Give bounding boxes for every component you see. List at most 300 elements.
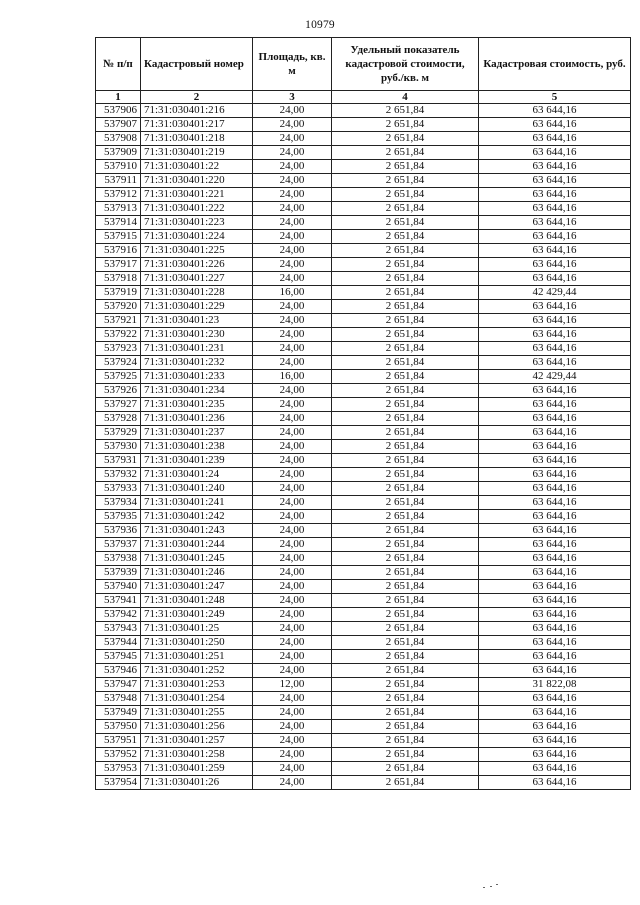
unit-value-cell: 2 651,84 <box>332 692 479 706</box>
table-row <box>96 734 631 748</box>
cadastral-value-cell: 63 644,16 <box>479 664 631 678</box>
row-number-cell: 537911 <box>96 174 141 188</box>
cadastral-number-cell: 71:31:030401:252 <box>141 664 253 678</box>
row-number-cell: 537940 <box>96 580 141 594</box>
row-number-cell: 537929 <box>96 426 141 440</box>
column-number: 4 <box>332 91 479 104</box>
unit-value-cell: 2 651,84 <box>332 146 479 160</box>
column-number: 5 <box>479 91 631 104</box>
table-row <box>96 188 631 202</box>
unit-value-cell: 2 651,84 <box>332 468 479 482</box>
header-row-number: № п/п <box>96 38 141 91</box>
unit-value-cell: 2 651,84 <box>332 174 479 188</box>
table-row <box>96 538 631 552</box>
area-cell: 24,00 <box>253 454 332 468</box>
cadastral-number-cell: 71:31:030401:242 <box>141 510 253 524</box>
table-row <box>96 720 631 734</box>
cadastral-number-cell: 71:31:030401:217 <box>141 118 253 132</box>
cadastral-number-cell: 71:31:030401:24 <box>141 468 253 482</box>
table-row <box>96 244 631 258</box>
table-row <box>96 510 631 524</box>
column-number: 2 <box>141 91 253 104</box>
cadastral-value-cell: 63 644,16 <box>479 440 631 454</box>
area-cell: 24,00 <box>253 230 332 244</box>
unit-value-cell: 2 651,84 <box>332 748 479 762</box>
area-cell: 24,00 <box>253 748 332 762</box>
table-row <box>96 608 631 622</box>
area-cell: 24,00 <box>253 412 332 426</box>
area-cell: 24,00 <box>253 146 332 160</box>
unit-value-cell: 2 651,84 <box>332 342 479 356</box>
cadastral-number-cell: 71:31:030401:227 <box>141 272 253 286</box>
cadastral-number-cell: 71:31:030401:248 <box>141 594 253 608</box>
cadastral-number-cell: 71:31:030401:254 <box>141 692 253 706</box>
row-number-cell: 537924 <box>96 356 141 370</box>
header-cadastral-number: Кадастровый номер <box>141 38 253 91</box>
column-number-row <box>96 91 631 104</box>
area-cell: 24,00 <box>253 594 332 608</box>
row-number-cell: 537935 <box>96 510 141 524</box>
row-number-cell: 537913 <box>96 202 141 216</box>
cadastral-number-cell: 71:31:030401:257 <box>141 734 253 748</box>
table-row <box>96 216 631 230</box>
row-number-cell: 537922 <box>96 328 141 342</box>
column-number: 1 <box>96 91 141 104</box>
unit-value-cell: 2 651,84 <box>332 776 479 790</box>
row-number-cell: 537944 <box>96 636 141 650</box>
table-row <box>96 650 631 664</box>
area-cell: 24,00 <box>253 664 332 678</box>
cadastral-number-cell: 71:31:030401:221 <box>141 188 253 202</box>
table-row <box>96 412 631 426</box>
row-number-cell: 537926 <box>96 384 141 398</box>
area-cell: 24,00 <box>253 244 332 258</box>
unit-value-cell: 2 651,84 <box>332 538 479 552</box>
cadastral-number-cell: 71:31:030401:249 <box>141 608 253 622</box>
cadastral-value-cell: 63 644,16 <box>479 258 631 272</box>
table-row <box>96 258 631 272</box>
row-number-cell: 537910 <box>96 160 141 174</box>
table-body <box>96 104 631 790</box>
row-number-cell: 537953 <box>96 762 141 776</box>
cadastral-value-cell: 63 644,16 <box>479 510 631 524</box>
area-cell: 24,00 <box>253 118 332 132</box>
unit-value-cell: 2 651,84 <box>332 244 479 258</box>
area-cell: 24,00 <box>253 202 332 216</box>
row-number-cell: 537916 <box>96 244 141 258</box>
unit-value-cell: 2 651,84 <box>332 118 479 132</box>
unit-value-cell: 2 651,84 <box>332 314 479 328</box>
cadastral-value-cell: 63 644,16 <box>479 300 631 314</box>
unit-value-cell: 2 651,84 <box>332 496 479 510</box>
table-row <box>96 160 631 174</box>
table-row <box>96 286 631 300</box>
unit-value-cell: 2 651,84 <box>332 706 479 720</box>
cadastral-value-cell: 63 644,16 <box>479 132 631 146</box>
row-number-cell: 537952 <box>96 748 141 762</box>
cadastral-number-cell: 71:31:030401:246 <box>141 566 253 580</box>
cadastral-number-cell: 71:31:030401:250 <box>141 636 253 650</box>
cadastral-value-cell: 63 644,16 <box>479 328 631 342</box>
cadastral-value-cell: 63 644,16 <box>479 538 631 552</box>
row-number-cell: 537907 <box>96 118 141 132</box>
area-cell: 24,00 <box>253 174 332 188</box>
cadastral-value-cell: 63 644,16 <box>479 692 631 706</box>
table-row <box>96 398 631 412</box>
area-cell: 24,00 <box>253 510 332 524</box>
table-row <box>96 678 631 692</box>
page-number: 10979 <box>305 19 335 31</box>
area-cell: 24,00 <box>253 538 332 552</box>
unit-value-cell: 2 651,84 <box>332 482 479 496</box>
cadastral-value-cell: 63 644,16 <box>479 622 631 636</box>
cadastral-value-cell: 63 644,16 <box>479 706 631 720</box>
header-cadastral-value: Кадастровая стоимость, руб. <box>479 38 631 91</box>
cadastral-value-cell: 42 429,44 <box>479 370 631 384</box>
cadastral-value-cell: 63 644,16 <box>479 146 631 160</box>
cadastral-value-cell: 63 644,16 <box>479 398 631 412</box>
unit-value-cell: 2 651,84 <box>332 272 479 286</box>
table-row <box>96 356 631 370</box>
cadastral-number-cell: 71:31:030401:251 <box>141 650 253 664</box>
cadastral-table <box>95 37 631 790</box>
table-row <box>96 174 631 188</box>
cadastral-number-cell: 71:31:030401:229 <box>141 300 253 314</box>
unit-value-cell: 2 651,84 <box>332 552 479 566</box>
unit-value-cell: 2 651,84 <box>332 650 479 664</box>
table-row <box>96 636 631 650</box>
cadastral-number-cell: 71:31:030401:240 <box>141 482 253 496</box>
table-row <box>96 426 631 440</box>
cadastral-number-cell: 71:31:030401:243 <box>141 524 253 538</box>
unit-value-cell: 2 651,84 <box>332 524 479 538</box>
cadastral-number-cell: 71:31:030401:256 <box>141 720 253 734</box>
table-row <box>96 314 631 328</box>
cadastral-value-cell: 63 644,16 <box>479 202 631 216</box>
table-row <box>96 594 631 608</box>
row-number-cell: 537951 <box>96 734 141 748</box>
row-number-cell: 537923 <box>96 342 141 356</box>
row-number-cell: 537954 <box>96 776 141 790</box>
unit-value-cell: 2 651,84 <box>332 440 479 454</box>
cadastral-value-cell: 63 644,16 <box>479 272 631 286</box>
table-row <box>96 552 631 566</box>
cadastral-number-cell: 71:31:030401:228 <box>141 286 253 300</box>
area-cell: 24,00 <box>253 706 332 720</box>
cadastral-value-cell: 63 644,16 <box>479 468 631 482</box>
unit-value-cell: 2 651,84 <box>332 384 479 398</box>
cadastral-value-cell: 63 644,16 <box>479 314 631 328</box>
table-row <box>96 496 631 510</box>
area-cell: 24,00 <box>253 524 332 538</box>
area-cell: 24,00 <box>253 384 332 398</box>
table-row <box>96 776 631 790</box>
table-row <box>96 146 631 160</box>
area-cell: 24,00 <box>253 314 332 328</box>
cadastral-number-cell: 71:31:030401:239 <box>141 454 253 468</box>
table-row <box>96 664 631 678</box>
area-cell: 24,00 <box>253 762 332 776</box>
unit-value-cell: 2 651,84 <box>332 286 479 300</box>
cadastral-value-cell: 63 644,16 <box>479 566 631 580</box>
table-row <box>96 272 631 286</box>
area-cell: 24,00 <box>253 552 332 566</box>
row-number-cell: 537912 <box>96 188 141 202</box>
scan-artifact <box>483 884 501 890</box>
cadastral-value-cell: 63 644,16 <box>479 720 631 734</box>
area-cell: 24,00 <box>253 356 332 370</box>
area-cell: 16,00 <box>253 370 332 384</box>
unit-value-cell: 2 651,84 <box>332 258 479 272</box>
cadastral-number-cell: 71:31:030401:258 <box>141 748 253 762</box>
table-row <box>96 300 631 314</box>
row-number-cell: 537921 <box>96 314 141 328</box>
unit-value-cell: 2 651,84 <box>332 510 479 524</box>
table-row <box>96 468 631 482</box>
table-row <box>96 104 631 118</box>
cadastral-number-cell: 71:31:030401:238 <box>141 440 253 454</box>
row-number-cell: 537927 <box>96 398 141 412</box>
row-number-cell: 537906 <box>96 104 141 118</box>
row-number-cell: 537928 <box>96 412 141 426</box>
area-cell: 24,00 <box>253 580 332 594</box>
cadastral-number-cell: 71:31:030401:241 <box>141 496 253 510</box>
row-number-cell: 537941 <box>96 594 141 608</box>
cadastral-number-cell: 71:31:030401:224 <box>141 230 253 244</box>
unit-value-cell: 2 651,84 <box>332 580 479 594</box>
area-cell: 24,00 <box>253 132 332 146</box>
unit-value-cell: 2 651,84 <box>332 370 479 384</box>
row-number-cell: 537925 <box>96 370 141 384</box>
cadastral-number-cell: 71:31:030401:247 <box>141 580 253 594</box>
unit-value-cell: 2 651,84 <box>332 566 479 580</box>
cadastral-number-cell: 71:31:030401:231 <box>141 342 253 356</box>
row-number-cell: 537917 <box>96 258 141 272</box>
unit-value-cell: 2 651,84 <box>332 678 479 692</box>
cadastral-number-cell: 71:31:030401:23 <box>141 314 253 328</box>
unit-value-cell: 2 651,84 <box>332 636 479 650</box>
area-cell: 16,00 <box>253 286 332 300</box>
table-row <box>96 328 631 342</box>
table-row <box>96 440 631 454</box>
table-row <box>96 580 631 594</box>
row-number-cell: 537915 <box>96 230 141 244</box>
unit-value-cell: 2 651,84 <box>332 398 479 412</box>
unit-value-cell: 2 651,84 <box>332 132 479 146</box>
cadastral-number-cell: 71:31:030401:253 <box>141 678 253 692</box>
row-number-cell: 537930 <box>96 440 141 454</box>
unit-value-cell: 2 651,84 <box>332 216 479 230</box>
cadastral-number-cell: 71:31:030401:234 <box>141 384 253 398</box>
row-number-cell: 537947 <box>96 678 141 692</box>
area-cell: 24,00 <box>253 188 332 202</box>
row-number-cell: 537914 <box>96 216 141 230</box>
cadastral-number-cell: 71:31:030401:216 <box>141 104 253 118</box>
area-cell: 24,00 <box>253 622 332 636</box>
area-cell: 24,00 <box>253 342 332 356</box>
unit-value-cell: 2 651,84 <box>332 762 479 776</box>
unit-value-cell: 2 651,84 <box>332 426 479 440</box>
table-row <box>96 622 631 636</box>
unit-value-cell: 2 651,84 <box>332 202 479 216</box>
table-row <box>96 482 631 496</box>
table-row <box>96 384 631 398</box>
row-number-cell: 537933 <box>96 482 141 496</box>
cadastral-value-cell: 63 644,16 <box>479 608 631 622</box>
area-cell: 24,00 <box>253 636 332 650</box>
row-number-cell: 537920 <box>96 300 141 314</box>
cadastral-number-cell: 71:31:030401:245 <box>141 552 253 566</box>
cadastral-number-cell: 71:31:030401:219 <box>141 146 253 160</box>
cadastral-number-cell: 71:31:030401:235 <box>141 398 253 412</box>
cadastral-value-cell: 63 644,16 <box>479 160 631 174</box>
unit-value-cell: 2 651,84 <box>332 734 479 748</box>
cadastral-value-cell: 63 644,16 <box>479 174 631 188</box>
cadastral-value-cell: 63 644,16 <box>479 748 631 762</box>
cadastral-number-cell: 71:31:030401:26 <box>141 776 253 790</box>
unit-value-cell: 2 651,84 <box>332 230 479 244</box>
area-cell: 24,00 <box>253 776 332 790</box>
unit-value-cell: 2 651,84 <box>332 188 479 202</box>
area-cell: 24,00 <box>253 272 332 286</box>
row-number-cell: 537934 <box>96 496 141 510</box>
area-cell: 24,00 <box>253 258 332 272</box>
cadastral-value-cell: 63 644,16 <box>479 244 631 258</box>
table-row <box>96 370 631 384</box>
table-row <box>96 566 631 580</box>
cadastral-value-cell: 63 644,16 <box>479 230 631 244</box>
cadastral-value-cell: 63 644,16 <box>479 762 631 776</box>
cadastral-value-cell: 63 644,16 <box>479 188 631 202</box>
area-cell: 24,00 <box>253 440 332 454</box>
row-number-cell: 537932 <box>96 468 141 482</box>
unit-value-cell: 2 651,84 <box>332 664 479 678</box>
unit-value-cell: 2 651,84 <box>332 328 479 342</box>
cadastral-value-cell: 63 644,16 <box>479 104 631 118</box>
table-row <box>96 524 631 538</box>
header-row <box>96 38 631 91</box>
table-row <box>96 454 631 468</box>
unit-value-cell: 2 651,84 <box>332 622 479 636</box>
cadastral-value-cell: 63 644,16 <box>479 426 631 440</box>
header-area: Площадь, кв. м <box>253 38 332 91</box>
unit-value-cell: 2 651,84 <box>332 104 479 118</box>
table-row <box>96 342 631 356</box>
table-row <box>96 118 631 132</box>
cadastral-number-cell: 71:31:030401:22 <box>141 160 253 174</box>
unit-value-cell: 2 651,84 <box>332 594 479 608</box>
row-number-cell: 537943 <box>96 622 141 636</box>
area-cell: 24,00 <box>253 216 332 230</box>
cadastral-number-cell: 71:31:030401:222 <box>141 202 253 216</box>
row-number-cell: 537950 <box>96 720 141 734</box>
cadastral-number-cell: 71:31:030401:236 <box>141 412 253 426</box>
cadastral-value-cell: 63 644,16 <box>479 496 631 510</box>
cadastral-number-cell: 71:31:030401:255 <box>141 706 253 720</box>
cadastral-number-cell: 71:31:030401:218 <box>141 132 253 146</box>
area-cell: 24,00 <box>253 496 332 510</box>
cadastral-value-cell: 63 644,16 <box>479 412 631 426</box>
cadastral-number-cell: 71:31:030401:226 <box>141 258 253 272</box>
row-number-cell: 537909 <box>96 146 141 160</box>
table-row <box>96 202 631 216</box>
cadastral-value-cell: 63 644,16 <box>479 524 631 538</box>
area-cell: 24,00 <box>253 650 332 664</box>
row-number-cell: 537931 <box>96 454 141 468</box>
table-row <box>96 762 631 776</box>
table-row <box>96 706 631 720</box>
area-cell: 24,00 <box>253 398 332 412</box>
table-header <box>96 38 631 104</box>
unit-value-cell: 2 651,84 <box>332 454 479 468</box>
area-cell: 24,00 <box>253 160 332 174</box>
cadastral-value-cell: 31 822,08 <box>479 678 631 692</box>
area-cell: 24,00 <box>253 482 332 496</box>
cadastral-value-cell: 63 644,16 <box>479 594 631 608</box>
row-number-cell: 537938 <box>96 552 141 566</box>
cadastral-value-cell: 63 644,16 <box>479 342 631 356</box>
area-cell: 24,00 <box>253 734 332 748</box>
unit-value-cell: 2 651,84 <box>332 412 479 426</box>
cadastral-value-cell: 63 644,16 <box>479 384 631 398</box>
header-unit-value: Удельный показатель кадастровой стоимости, руб./кв. м <box>332 38 479 91</box>
cadastral-value-cell: 63 644,16 <box>479 356 631 370</box>
table-row <box>96 132 631 146</box>
row-number-cell: 537942 <box>96 608 141 622</box>
cadastral-number-cell: 71:31:030401:223 <box>141 216 253 230</box>
area-cell: 24,00 <box>253 608 332 622</box>
unit-value-cell: 2 651,84 <box>332 608 479 622</box>
cadastral-value-cell: 63 644,16 <box>479 216 631 230</box>
area-cell: 24,00 <box>253 720 332 734</box>
cadastral-number-cell: 71:31:030401:244 <box>141 538 253 552</box>
table-row <box>96 230 631 244</box>
unit-value-cell: 2 651,84 <box>332 160 479 174</box>
area-cell: 24,00 <box>253 104 332 118</box>
cadastral-number-cell: 71:31:030401:259 <box>141 762 253 776</box>
row-number-cell: 537939 <box>96 566 141 580</box>
row-number-cell: 537949 <box>96 706 141 720</box>
row-number-cell: 537946 <box>96 664 141 678</box>
cadastral-number-cell: 71:31:030401:232 <box>141 356 253 370</box>
cadastral-number-cell: 71:31:030401:225 <box>141 244 253 258</box>
table-row <box>96 692 631 706</box>
cadastral-number-cell: 71:31:030401:220 <box>141 174 253 188</box>
cadastral-value-cell: 63 644,16 <box>479 734 631 748</box>
cadastral-value-cell: 63 644,16 <box>479 552 631 566</box>
cadastral-value-cell: 63 644,16 <box>479 118 631 132</box>
unit-value-cell: 2 651,84 <box>332 720 479 734</box>
area-cell: 24,00 <box>253 468 332 482</box>
row-number-cell: 537945 <box>96 650 141 664</box>
row-number-cell: 537948 <box>96 692 141 706</box>
row-number-cell: 537919 <box>96 286 141 300</box>
table-row <box>96 748 631 762</box>
area-cell: 24,00 <box>253 566 332 580</box>
cadastral-value-cell: 63 644,16 <box>479 636 631 650</box>
row-number-cell: 537936 <box>96 524 141 538</box>
cadastral-number-cell: 71:31:030401:233 <box>141 370 253 384</box>
cadastral-number-cell: 71:31:030401:237 <box>141 426 253 440</box>
cadastral-value-cell: 42 429,44 <box>479 286 631 300</box>
cadastral-number-cell: 71:31:030401:230 <box>141 328 253 342</box>
cadastral-value-cell: 63 644,16 <box>479 580 631 594</box>
area-cell: 24,00 <box>253 328 332 342</box>
cadastral-value-cell: 63 644,16 <box>479 776 631 790</box>
area-cell: 12,00 <box>253 678 332 692</box>
row-number-cell: 537937 <box>96 538 141 552</box>
area-cell: 24,00 <box>253 692 332 706</box>
